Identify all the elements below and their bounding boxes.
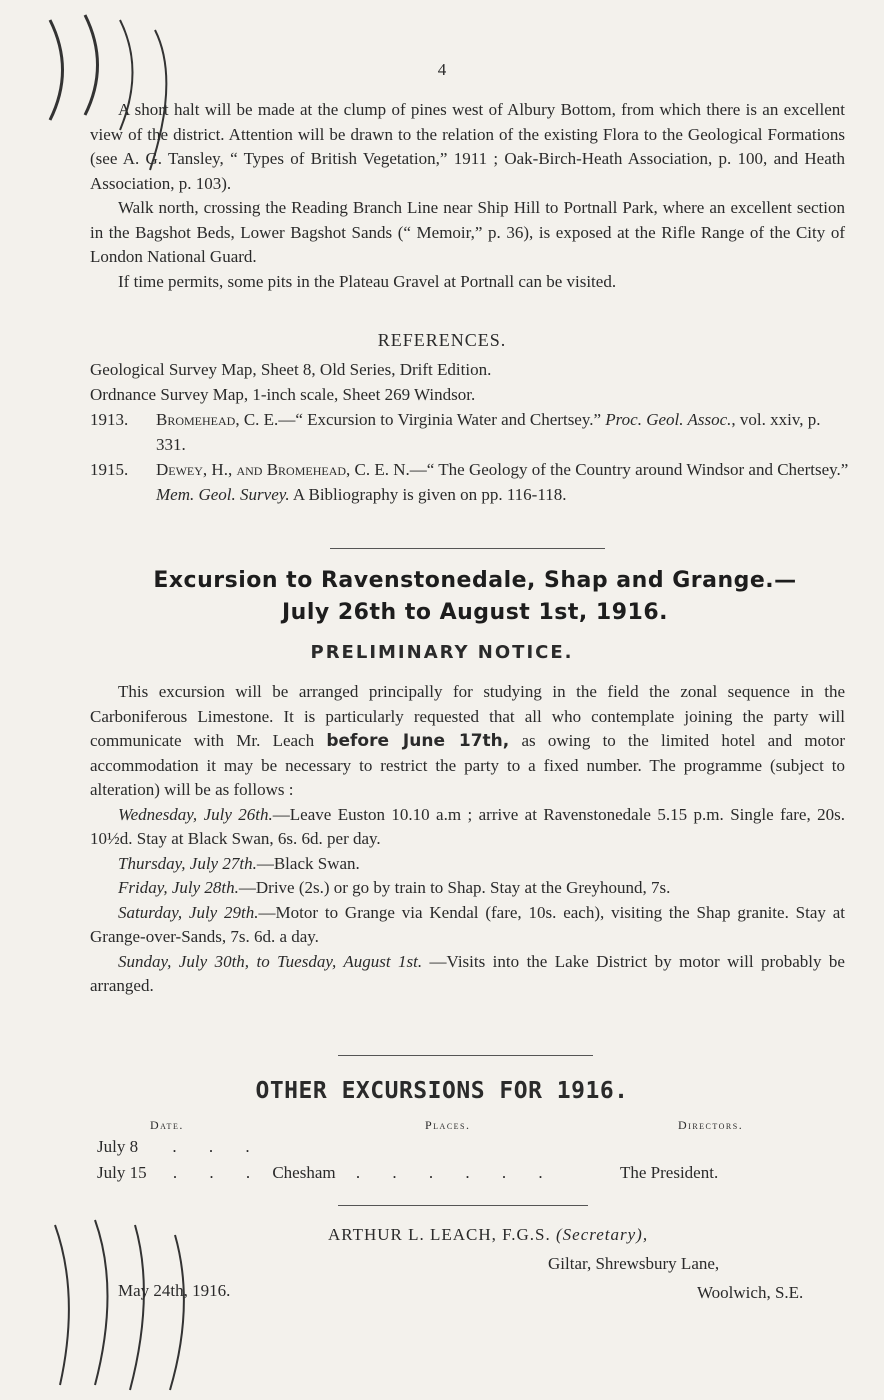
reference-author: Bromehead, C. E. — [156, 410, 279, 429]
reference-item-1913 — [90, 407, 850, 457]
reference-year: 1915. — [90, 460, 129, 479]
signature-name: ARTHUR L. LEACH, F.G.S. — [328, 1225, 551, 1244]
intro-section — [90, 98, 845, 294]
table-row — [97, 1163, 777, 1183]
row-place: Chesham — [272, 1163, 336, 1182]
row-date: July 8 — [97, 1137, 139, 1156]
signature-name-line — [328, 1225, 648, 1245]
signature-role: (Secretary), — [556, 1225, 649, 1244]
deadline-emphasis: before June 17th, — [326, 731, 510, 751]
programme-day: Saturday, July 29th.—Motor to Grange via Kendal (fare, 10s. each), visiting the Shap granite. Stay at Grange-over-Sands, 7s. 6d. a day. — [90, 902, 845, 946]
excursion-title-line-1: Excursion to Ravenstonedale, Shap and Grange.— — [153, 568, 797, 593]
reference-map-1: Geological Survey Map, Sheet 8, Old Series, Drift Edition. — [90, 360, 492, 379]
column-header-directors: Directors. — [678, 1118, 744, 1132]
preliminary-notice-heading: PRELIMINARY NOTICE. — [310, 642, 574, 663]
page-number: 4 — [437, 60, 447, 79]
table-row — [97, 1137, 264, 1157]
signature-address-2: Woolwich, S.E. — [697, 1283, 804, 1302]
references-list — [90, 357, 850, 507]
excursion-intro-paragraph: This excursion will be arranged principally for studying in the field the zonal sequence in the Carboniferous Limestone. It is particularly requested that all who contemplate joining the party will communicate with Mr. Leach before June 17th, as owing to the limited hotel and motor accommodation it may be necessary to restrict the party to a fixed number. The programme (subject to alteration) will be as follows : — [90, 682, 845, 799]
programme-day: Thursday, July 27th.—Black Swan. — [118, 853, 360, 873]
reference-item-1915 — [90, 457, 850, 507]
programme-day: Sunday, July 30th, to Tuesday, August 1st. —Visits into the Lake District by motor will probably be arranged. — [90, 951, 845, 995]
excursion-body — [90, 680, 845, 999]
intro-paragraph-2: Walk north, crossing the Reading Branch Line near Ship Hill to Portnall Park, where an excellent section in the Bagshot Beds, Lower Bagshot Sands (“ Memoir,” p. 36), is exposed at the Rifle Range of the City of London National Guard. — [90, 198, 845, 266]
row-leader-dots: . . . — [172, 1137, 264, 1156]
reference-author: Dewey, H., and Bromehead, C. E. N. — [156, 460, 410, 479]
divider-rule — [338, 1055, 593, 1056]
references-heading: REFERENCES. — [377, 330, 507, 350]
reference-journal: Proc. Geol. Assoc. — [605, 410, 732, 429]
programme-day: Wednesday, July 26th.—Leave Euston 10.10 a.m ; arrive at Ravenstonedale 5.15 p.m. Single fare, 20s. 10½d. Stay at Black Swan, 6s. 6d. per day. — [90, 804, 846, 848]
excursion-title-line-2: July 26th to August 1st, 1916. — [281, 600, 669, 625]
reference-tail: A Bibliography is given on pp. 116-118. — [289, 485, 567, 504]
excursion-title — [60, 565, 884, 629]
column-header-date: Date. — [150, 1118, 184, 1132]
divider-rule — [338, 1205, 588, 1206]
intro-paragraph-3: If time permits, some pits in the Plateau Gravel at Portnall can be visited. — [118, 271, 617, 291]
reference-year: 1913. — [90, 410, 129, 429]
row-leader-dots: . . . — [172, 1163, 265, 1182]
row-date: July 15 — [97, 1163, 147, 1182]
reference-map-2: Ordnance Survey Map, 1-inch scale, Sheet 269 Windsor. — [90, 385, 476, 404]
reference-title: —“ Excursion to Virginia Water and Chertsey.” — [278, 410, 602, 429]
reference-title: —“ The Geology of the Country around Windsor and Chertsey.” — [409, 460, 849, 479]
postmark-lines-bottom — [35, 1215, 205, 1395]
row-place-dots: . . . . . . — [355, 1163, 557, 1182]
programme-day: Friday, July 28th.—Drive (2s.) or go by train to Shap. Stay at the Greyhound, 7s. — [118, 878, 671, 897]
signature-address-1: Giltar, Shrewsbury Lane, — [548, 1254, 720, 1273]
reference-journal: Mem. Geol. Survey. — [156, 485, 290, 504]
signature-date: May 24th, 1916. — [118, 1281, 231, 1300]
divider-rule — [330, 548, 605, 549]
row-director: The President. — [620, 1163, 719, 1182]
other-excursions-heading: OTHER EXCURSIONS FOR 1916. — [255, 1078, 629, 1104]
reference-tail: , vol. xxiv, p. 331. — [156, 410, 821, 454]
intro-paragraph-1: A short halt will be made at the clump of pines west of Albury Bottom, from which there is an excellent view of the district. Attention will be drawn to the relation of the existing Flora to the Geological Formations (see A. G. Tansley, “ Types of British Vegetation,” 1911 ; Oak-Birch-Heath Association, p. 100, and Heath Association, p. 103). — [90, 100, 845, 193]
column-header-places: Places. — [425, 1118, 471, 1132]
